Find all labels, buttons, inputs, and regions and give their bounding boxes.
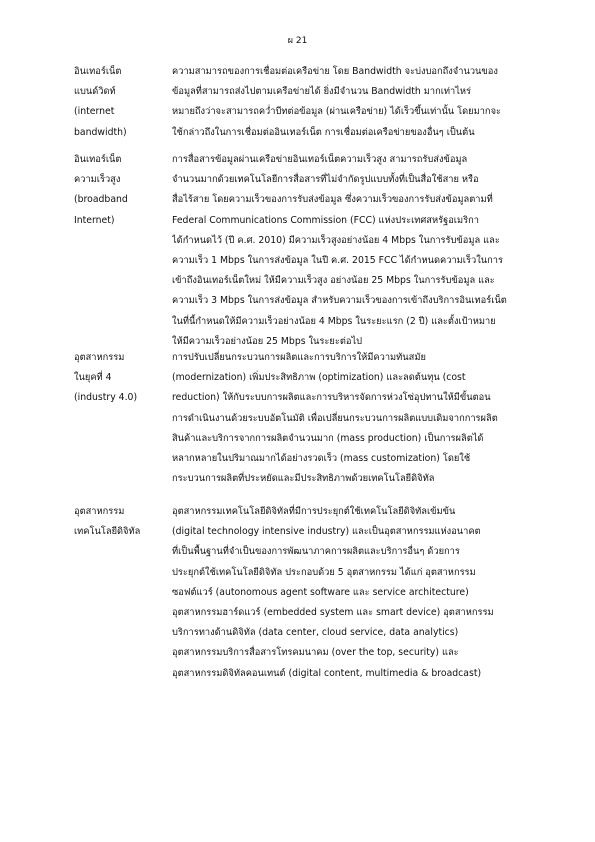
definition-line: อุตสาหกรรมเทคโนโลยีดิจิทัลที่มีการประยุกต์ใช้เทคโนโลยีดิจิทัลเข้มข้น xyxy=(172,506,456,517)
glossary-term xyxy=(74,62,164,143)
glossary-definition xyxy=(172,150,524,352)
term-line: อุตสาหกรรม xyxy=(74,352,125,363)
glossary-term xyxy=(74,348,164,409)
term-line: bandwidth) xyxy=(74,126,127,138)
definition-line: ในที่นี้กำหนดให้มีความเร็วอย่างน้อย 4 Mbps ในระยะแรก (2 ปี) และตั้งเป้าหมาย xyxy=(172,315,496,327)
term-line: อินเทอร์เน็ต xyxy=(74,66,122,77)
glossary-definition xyxy=(172,502,524,684)
definition-line: การสื่อสารข้อมูลผ่านเครือข่ายอินเทอร์เน็ตความเร็วสูง สามารถรับส่งข้อมูล xyxy=(172,154,468,165)
term-line: แบนด์วิดท์ xyxy=(74,86,116,98)
definition-line: สื่อไร้สาย โดยความเร็วของการรับส่งข้อมูล ซึ่งความเร็วของการรับส่งข้อมูลตามที่ xyxy=(172,194,493,206)
definition-line: ให้มีความเร็วอย่างน้อย 25 Mbps ในระยะต่อไป xyxy=(172,335,363,347)
glossary-term xyxy=(74,150,164,231)
definition-line: (modernization) เพิ่มประสิทธิภาพ (optimization) และลดต้นทุน (cost xyxy=(172,372,466,384)
definition-line: ความสามารถของการเชื่อมต่อเครือข่าย โดย Bandwidth จะบ่งบอกถึงจำนวนของ xyxy=(172,66,498,77)
definition-line: Federal Communications Commission (FCC) แห่งประเทศสหรัฐอเมริกา xyxy=(172,214,479,226)
definition-line: บริการทางด้านดิจิทัล (data center, cloud service, data analytics) xyxy=(172,627,459,639)
definition-line: สินค้าและบริการจากการผลิตจำนวนมาก (mass production) เป็นการผลิตได้ xyxy=(172,432,484,444)
definition-line: (digital technology intensive industry) และเป็นอุตสาหกรรมแห่งอนาคต xyxy=(172,526,481,538)
term-line: Internet) xyxy=(74,214,115,226)
definition-line: จำนวนมากด้วยเทคโนโลยีการสื่อสารที่ไม่จำกัดรูปแบบทั้งที่เป็นสื่อใช้สาย หรือ xyxy=(172,174,479,186)
glossary-definition xyxy=(172,62,524,143)
term-line: ความเร็วสูง xyxy=(74,174,121,186)
term-line: (industry 4.0) xyxy=(74,392,138,404)
definition-line: การปรับเปลี่ยนกระบวนการผลิตและการบริการให้มีความทันสมัย xyxy=(172,352,426,363)
term-line: เทคโนโลยีดิจิทัล xyxy=(74,526,141,538)
term-line: อินเทอร์เน็ต xyxy=(74,154,122,165)
term-line: (broadband xyxy=(74,194,128,206)
glossary-definition xyxy=(172,348,524,489)
definition-line: หลากหลายในปริมาณมากได้อย่างรวดเร็ว (mass customization) โดยใช้ xyxy=(172,453,471,465)
definition-line: ที่เป็นพื้นฐานที่จำเป็นของการพัฒนาภาคการผลิตและบริการอื่นๆ ด้วยการ xyxy=(172,546,460,558)
definition-line: ข้อมูลที่สามารถส่งไปตามเครือข่ายได้ ยิ่งมีจำนวน Bandwidth มากเท่าไหร่ xyxy=(172,86,472,98)
definition-line: อุตสาหกรรมบริการสื่อสารโทรคมนาคม (over the top, security) และ xyxy=(172,647,459,659)
definition-line: อุตสาหกรรมฮาร์ดแวร์ (embedded system และ smart device) อุตสาหกรรม xyxy=(172,607,494,619)
term-line: อุตสาหกรรม xyxy=(74,506,125,517)
definition-line: reduction) ให้กับระบบการผลิตและการบริหารจัดการห่วงโซ่อุปทานให้มีขั้นตอน xyxy=(172,392,491,404)
page-number: ผ 21 xyxy=(287,36,308,46)
definition-line: ซอฟต์แวร์ (autonomous agent software และ service architecture) xyxy=(172,586,469,598)
definition-line: ความเร็ว 1 Mbps ในการส่งข้อมูล ในปี ค.ศ. 2015 FCC ได้กำหนดความเร็วในการ xyxy=(172,255,503,267)
definition-line: การดำเนินงานด้วยระบบอัตโนมัติ เพื่อเปลี่ยนกระบวนการผลิตแบบเดิมจากการผลิต xyxy=(172,412,498,424)
definition-line: หมายถึงว่าจะสามารถคว่ำบีทต่อข้อมูล (ผ่านเครือข่าย) ได้เร็วขึ้นเท่านั้น โดยมากจะ xyxy=(172,106,502,118)
definition-line: กระบวนการผลิตที่ประหยัดและมีประสิทธิภาพด้วยเทคโนโลยีดิจิทัล xyxy=(172,473,435,485)
definition-line: ความเร็ว 3 Mbps ในการส่งข้อมูล สำหรับความเร็วของการเข้าถึงบริการอินเทอร์เน็ต xyxy=(172,295,507,307)
term-line: (internet xyxy=(74,106,115,118)
glossary-term xyxy=(74,502,164,542)
term-line: ในยุคที่ 4 xyxy=(74,372,112,384)
definition-line: ได้กำหนดไว้ (ปี ค.ศ. 2010) มีความเร็วสูงอย่างน้อย 4 Mbps ในการรับข้อมูล และ xyxy=(172,234,500,246)
definition-line: เข้าถึงอินเทอร์เน็ตใหม่ ให้มีความเร็วสูง อย่างน้อย 25 Mbps ในการรับข้อมูล และ xyxy=(172,275,495,287)
definition-line: ประยุกต์ใช้เทคโนโลยีดิจิทัล ประกอบด้วย 5 อุตสาหกรรม ได้แก่ อุตสาหกรรม xyxy=(172,566,476,578)
definition-line: ใช้กล่าวถึงในการเชื่อมต่ออินเทอร์เน็ต การเชื่อมต่อเครือข่ายของอื่นๆ เป็นต้น xyxy=(172,126,475,138)
definition-line: อุตสาหกรรมดิจิทัลคอนเทนต์ (digital content, multimedia & broadcast) xyxy=(172,667,482,679)
